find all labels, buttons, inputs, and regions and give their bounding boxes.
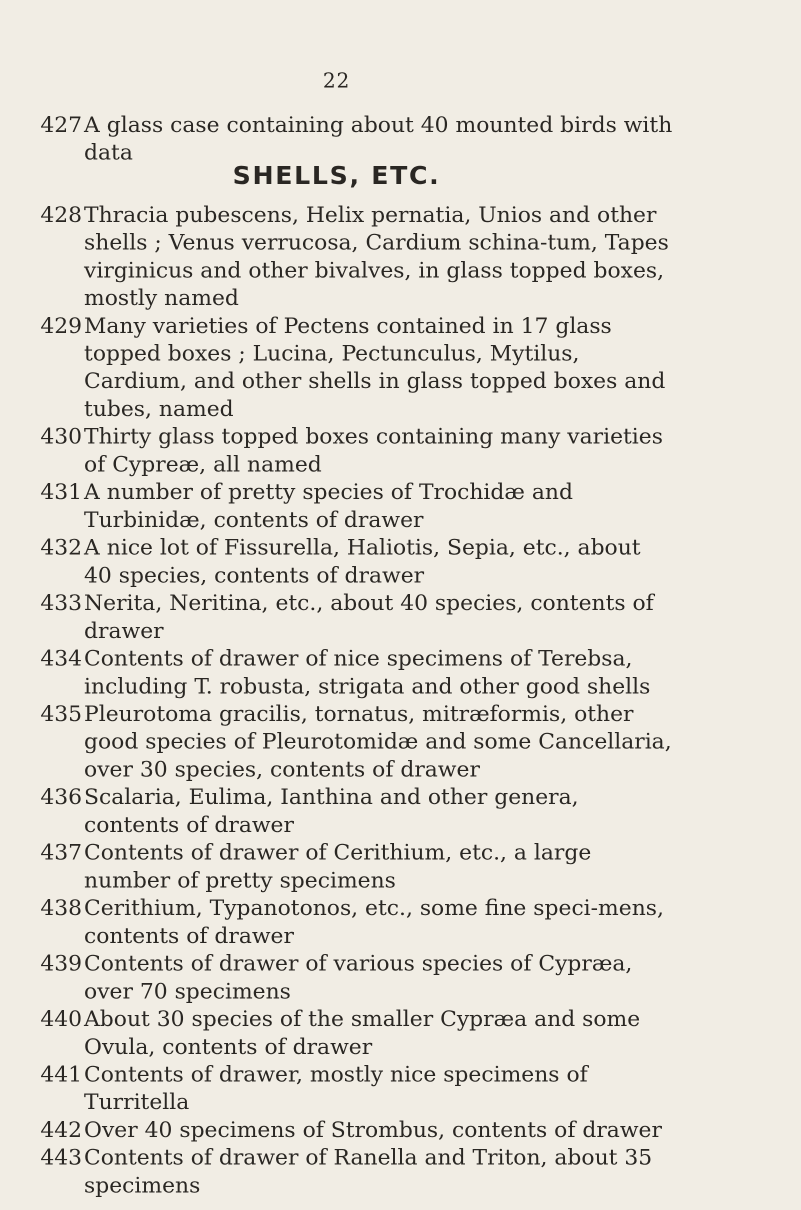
lot-description: Many varieties of Pectens contained in 17 glass topped boxes ; Lucina, Pectunculus, Mytilus, Cardium, and other shells in glass topped boxes and tubes, named (84, 313, 666, 422)
lot-number: 434 (40, 646, 83, 672)
lot-number: 435 (40, 701, 83, 727)
section-heading: SHELLS, ETC. (232, 161, 441, 191)
page-number: 22 (322, 68, 351, 93)
lot-description: A number of pretty species of Trochidæ and Turbinidæ, contents of drawer (84, 479, 573, 533)
lot-number: 439 (40, 951, 83, 977)
lot-description: Contents of drawer of Cerithium, etc., a large number of pretty specimens (84, 840, 592, 894)
lot-number: 443 (40, 1145, 83, 1171)
lot-number: 436 (40, 784, 83, 811)
lot-number: 442 (40, 1117, 83, 1143)
lot-number: 438 (40, 895, 83, 922)
lot-description: Contents of drawer of nice specimens of Terebsa, including T. robusta, strigata and other good shells (84, 646, 651, 700)
lot-number: 433 (40, 590, 83, 616)
lot-number: 430 (40, 424, 83, 450)
lot-number: 440 (40, 1006, 83, 1032)
lot-description: Nerita, Neritina, etc., about 40 species, contents of drawer (84, 590, 654, 644)
lot-description: Pleurotoma gracilis, tornatus, mitræformis, other good species of Pleurotomidæ and some Cancellaria, over 30 species, contents of drawer (84, 701, 672, 783)
lot-number: 431 (40, 479, 83, 506)
lot-description: A nice lot of Fissurella, Haliotis, Sepia, etc., about 40 species, contents of drawer (84, 535, 641, 589)
lot-number: 441 (40, 1062, 83, 1088)
lot-description: Contents of drawer of Ranella and Triton, about 35 specimens (84, 1145, 653, 1199)
lot-description: Contents of drawer of various species of Cypræa, over 70 specimens (84, 951, 633, 1005)
lot-description: Thirty glass topped boxes containing many varieties of Cypreæ, all named (84, 424, 663, 478)
lot-description: Contents of drawer, mostly nice specimens of Turritella (84, 1062, 588, 1116)
lot-number: 428 (40, 202, 83, 228)
lot-description: Over 40 specimens of Strombus, contents of drawer (84, 1117, 662, 1143)
lot-number: 437 (40, 840, 83, 866)
lot-description: Thracia pubescens, Helix pernatia, Unios and other shells ; Venus verrucosa, Cardium schina-tum, Tapes virginicus and other bivalves, in glass topped boxes, mostly named (84, 202, 669, 311)
lot-number: 432 (40, 535, 83, 561)
lot-description: About 30 species of the smaller Cypræa and some Ovula, contents of drawer (84, 1006, 641, 1060)
lot-description: A glass case containing about 40 mounted birds with data (84, 112, 673, 166)
lot-description: Cerithium, Typanotonos, etc., some fine speci-mens, contents of drawer (84, 895, 664, 949)
lot-description: Scalaria, Eulima, Ianthina and other genera, contents of drawer (84, 784, 579, 838)
lot-number: 429 (40, 313, 83, 339)
lot-number: 427 (40, 112, 83, 138)
